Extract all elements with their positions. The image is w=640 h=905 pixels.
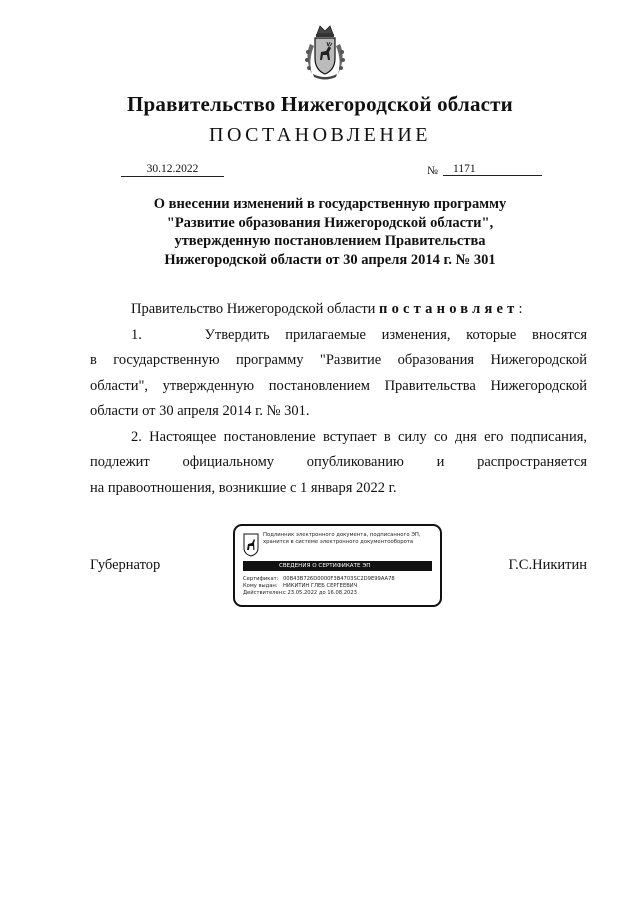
signatory-position: Губернатор [90,557,161,573]
document-number: 1171 [443,162,542,176]
document-body [90,297,587,501]
paragraph-2-line-2: подлежит официальному опубликованию и распространяется [90,454,587,470]
owner-row [243,583,438,590]
paragraph-1-line-4: области от 30 апреля 2014 г. № 301. [90,403,310,419]
subject-line: Нижегородской области от 30 апреля 2014 г. № 301 [164,251,496,268]
owner-value: НИКИТИН ГЛЕБ СЕРГЕЕВИЧ [283,583,358,589]
validity-value: с 23.05.2022 до 16.08.2023 [283,590,357,596]
validity-row [243,590,438,597]
validity-label: Действителен: [243,590,284,596]
number-sign: № [427,165,438,177]
document-subject [0,195,640,269]
owner-label: Кому выдан: [243,583,278,589]
intro-suffix: : [518,301,523,317]
government-title: Правительство Нижегородской области [127,92,513,116]
intro-keyword: постановляет [379,301,519,317]
subject-line: О внесении изменений в государственную программу [153,196,507,212]
paragraph-2-line-1: 2. Настоящее постановление вступает в силу со дня его подписания, [131,428,587,445]
certificate-label: Сертификат: [243,576,279,582]
nizhny-novgorod-coat-of-arms-icon [300,24,350,80]
intro-paragraph [90,297,587,323]
stamp-title-bar: СВЕДЕНИЯ О СЕРТИФИКАТЕ ЭП [243,561,432,571]
signatory-name: Г.С.Никитин [508,557,587,573]
intro-prefix: Правительство Нижегородской области [131,301,376,317]
nizhny-novgorod-deer-logo-icon [243,533,259,557]
stamp-note [263,532,439,545]
paragraph-1-line-3: области", утвержденную постановлением Правительства Нижегородской [90,377,587,394]
paragraph-1-number: 1. [131,326,142,343]
document-kind: ПОСТАНОВЛЕНИЕ [209,124,431,146]
subject-line: "Развитие образования Нижегородской области", [166,214,494,231]
paragraph-2-line-3: на правоотношения, возникшие с 1 января 2022 г. [90,479,397,496]
certificate-row [243,576,438,583]
stamp-details [243,576,438,597]
electronic-signature-stamp [233,524,442,607]
subject-line: утвержденную постановлением Правительства [174,233,486,249]
certificate-value: 00B43B726D0000F3B4703SC2D9E99AA78 [283,576,395,582]
paragraph-1-first: Утвердить прилагаемые изменения, которые вносятся [204,326,587,343]
stamp-note-line: хранится в системе электронного документооборота [263,538,414,545]
paragraph-1-line-1 [90,323,587,349]
stamp-note-line: Подлинник электронного документа, подписанного ЭП, [263,532,421,538]
document-date: 30.12.2022 [121,162,224,177]
paragraph-1-line-2: в государственную программу "Развитие образования Нижегородской [90,352,587,368]
